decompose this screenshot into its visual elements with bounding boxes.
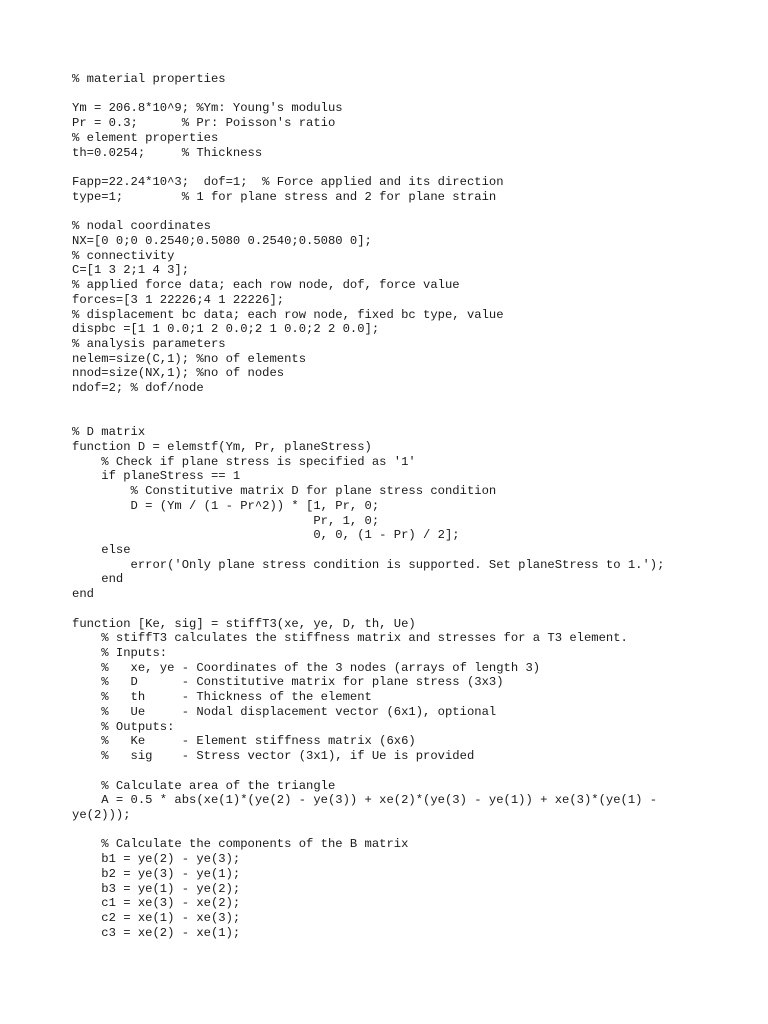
code-line: function [Ke, sig] = stiffT3(xe, ye, D, th, Ue) (72, 616, 416, 631)
code-line: % stiffT3 calculates the stiffness matrix and stresses for a T3 element. (72, 631, 628, 646)
code-line: end (72, 587, 94, 602)
code-line: type=1; % 1 for plane stress and 2 for plane strain (72, 189, 497, 204)
code-line (72, 204, 752, 219)
code-line: dispbc =[1 1 0.0;1 2 0.0;2 1 0.0;2 2 0.0]; (72, 322, 380, 337)
code-line: b3 = ye(1) - ye(2); (72, 881, 241, 896)
code-line: % Ke - Element stiffness matrix (6x6) (72, 734, 416, 749)
code-line: th=0.0254; % Thickness (72, 145, 263, 160)
code-line: % Constitutive matrix D for plane stress condition (72, 484, 497, 499)
code-line: c1 = xe(3) - xe(2); (72, 896, 241, 911)
code-line: A = 0.5 * abs(xe(1)*(ye(2) - ye(3)) + xe(2)*(ye(3) - ye(1)) + xe(3)*(ye(1) - (72, 793, 658, 808)
code-line: else (72, 543, 131, 557)
code-line: ndof=2; % dof/node (72, 381, 204, 396)
code-line: forces=[3 1 22226;4 1 22226]; (72, 292, 285, 307)
code-line: function D = elemstf(Ym, Pr, planeStress) (72, 439, 372, 454)
code-line: % xe, ye - Coordinates of the 3 nodes (arrays of length 3) (72, 660, 541, 675)
code-line: c3 = xe(2) - xe(1); (72, 925, 241, 940)
code-line (72, 87, 752, 102)
code-line: end (72, 572, 124, 587)
code-line: Pr = 0.3; % Pr: Poisson's ratio (72, 116, 336, 131)
code-line: nelem=size(C,1); %no of elements (72, 351, 307, 366)
code-line: ye(2))); (72, 807, 131, 822)
code-line: Pr, 1, 0; (72, 513, 380, 528)
code-line: % D - Constitutive matrix for plane stress (3x3) (72, 675, 504, 690)
code-line: % Outputs: (72, 719, 175, 734)
code-line: % analysis parameters (72, 336, 226, 351)
code-line: D = (Ym / (1 - Pr^2)) * [1, Pr, 0; (72, 498, 380, 513)
code-line: % connectivity (72, 248, 175, 263)
code-line: % sig - Stress vector (3x1), if Ue is provided (72, 749, 475, 764)
code-line: Ym = 206.8*10^9; %Ym: Young's modulus (72, 101, 343, 116)
code-line: NX=[0 0;0 0.2540;0.5080 0.2540;0.5080 0]; (72, 233, 372, 248)
code-line: % applied force data; each row node, dof, force value (72, 278, 460, 293)
code-line: % Calculate area of the triangle (72, 778, 336, 793)
code-line (72, 823, 752, 838)
code-line (72, 396, 752, 411)
code-line: if planeStress == 1 (72, 469, 241, 484)
code-line (72, 602, 752, 617)
code-line: % Calculate the components of the B matrix (72, 837, 409, 852)
code-line: % element properties (72, 130, 219, 145)
code-line: % material properties (72, 72, 226, 86)
code-line: % Ue - Nodal displacement vector (6x1), optional (72, 704, 497, 719)
code-line: 0, 0, (1 - Pr) / 2]; (72, 528, 460, 543)
code-line: % D matrix (72, 425, 146, 440)
code-line (72, 411, 752, 426)
code-line: % Inputs: (72, 646, 168, 661)
code-line: Fapp=22.24*10^3; dof=1; % Force applied and its direction (72, 175, 504, 190)
code-line: b2 = ye(3) - ye(1); (72, 866, 241, 881)
code-line: b1 = ye(2) - ye(3); (72, 852, 241, 867)
code-line: error('Only plane stress condition is supported. Set planeStress to 1.'); (72, 557, 665, 572)
code-line: % th - Thickness of the element (72, 690, 372, 705)
code-listing (72, 72, 752, 940)
code-line: C=[1 3 2;1 4 3]; (72, 263, 190, 278)
code-line: % nodal coordinates (72, 219, 211, 234)
code-line (72, 160, 752, 175)
code-line: % displacement bc data; each row node, fixed bc type, value (72, 307, 504, 322)
code-line: c2 = xe(1) - xe(3); (72, 910, 241, 925)
code-line: % Check if plane stress is specified as '1' (72, 454, 416, 469)
code-line (72, 764, 752, 779)
code-line: nnod=size(NX,1); %no of nodes (72, 366, 285, 381)
